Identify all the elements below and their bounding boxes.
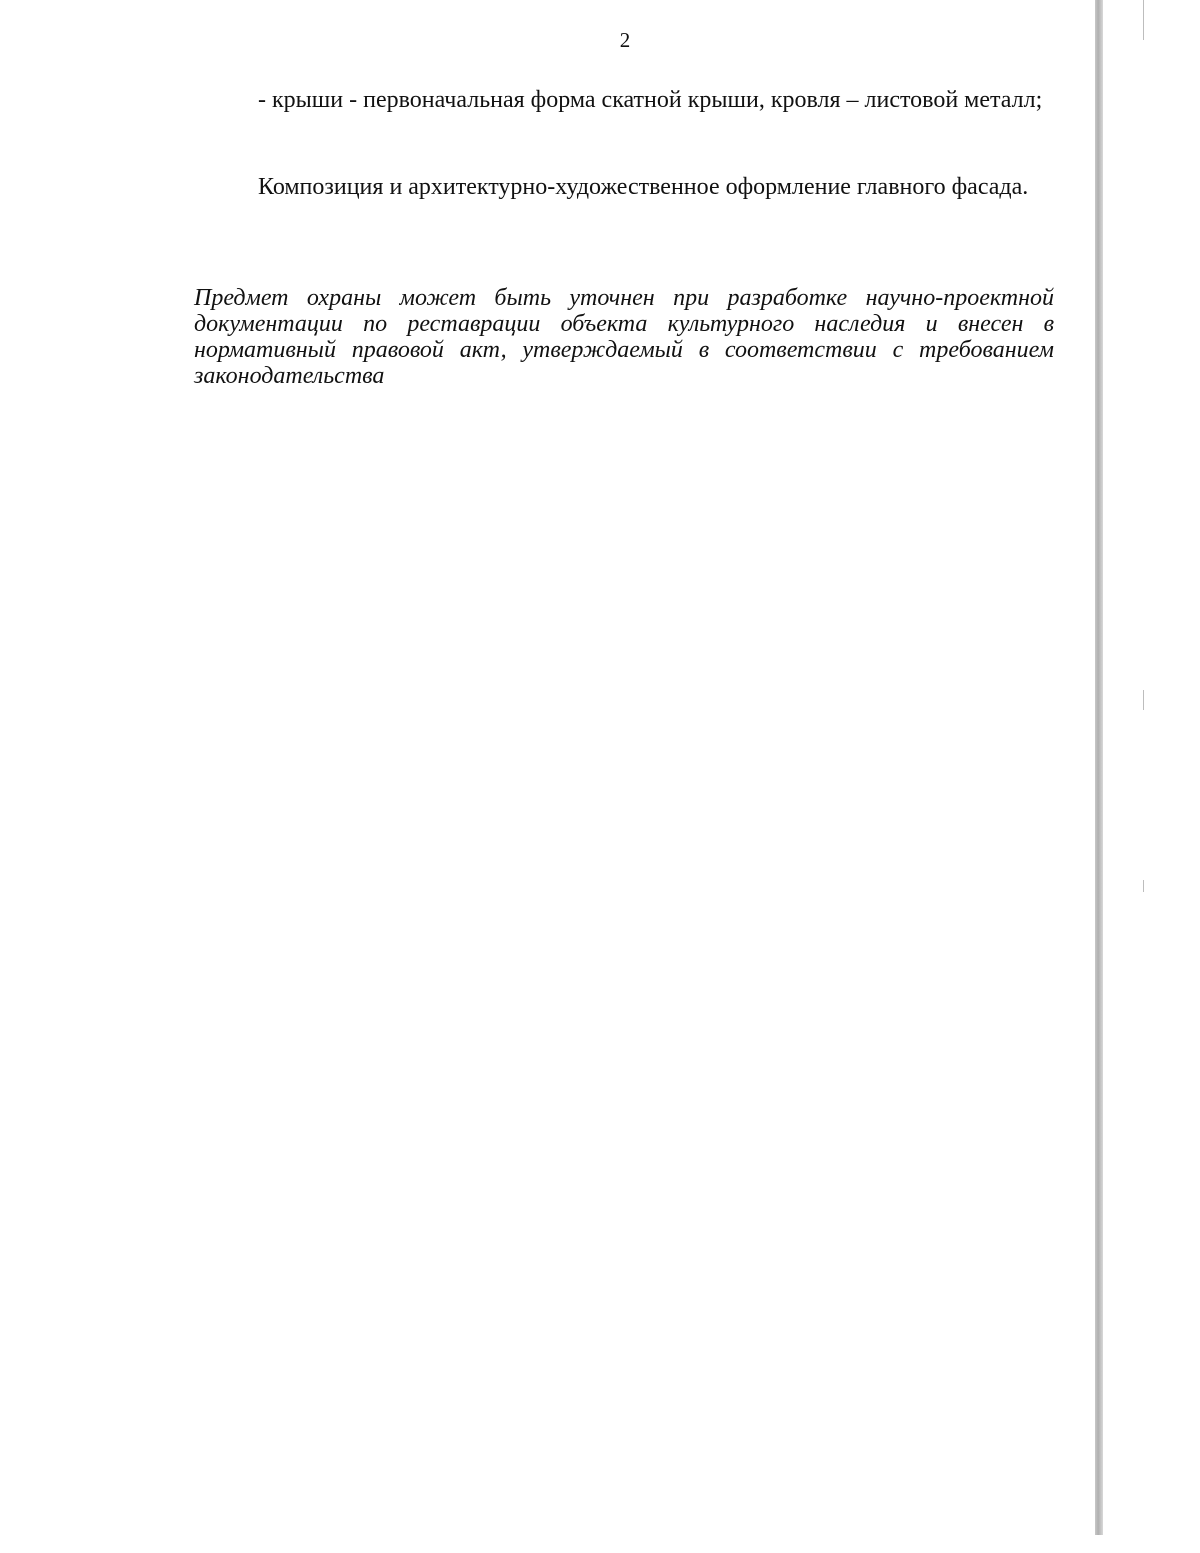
paragraph-roof <box>194 79 1054 122</box>
paragraph-facade <box>194 166 1054 209</box>
protection-note: Предмет охраны может быть уточнен при разработке научно-проектной документации по реставрации объекта культурного наследия и внесен в нормативный правовой акт, утверждаемый в соответствии с требованием законодательства <box>194 285 1054 389</box>
scan-speck <box>1143 880 1144 892</box>
scan-edge-shadow <box>1095 0 1103 1535</box>
paragraph-roof-text: - крыши - первоначальная форма скатной крыши, кровля – листовой металл; <box>258 87 1043 113</box>
paragraph-facade-text: Композиция и архитектурно-художественное оформление главного фасада. <box>258 174 1029 200</box>
scan-speck <box>1143 690 1144 710</box>
page-number: 2 <box>619 28 631 52</box>
scan-speck <box>1143 0 1144 40</box>
